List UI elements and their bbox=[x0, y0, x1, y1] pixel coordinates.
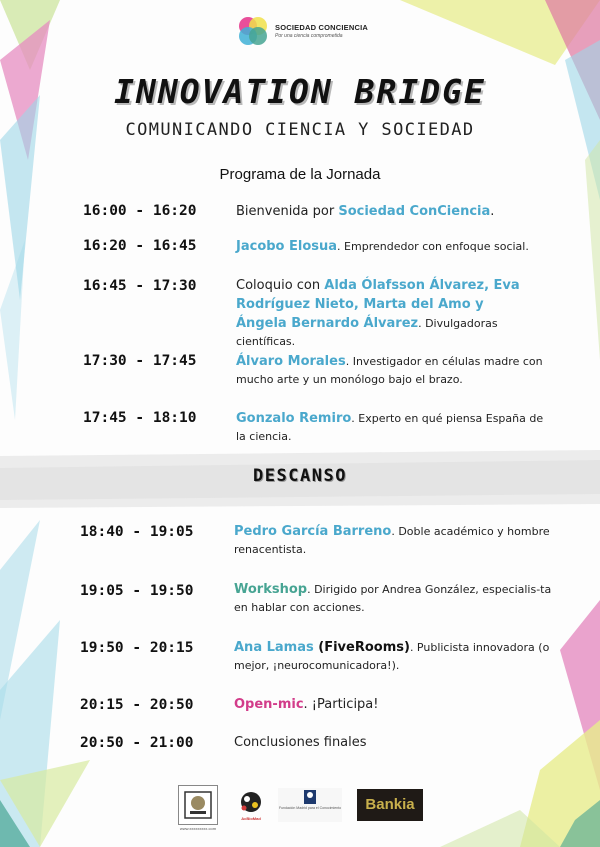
org-name: SOCIEDAD CONCIENCIA bbox=[275, 23, 368, 32]
schedule-description: Pedro García Barreno. Doble académico y hombre renacentista. bbox=[234, 524, 550, 556]
schedule-time: 20:50 - 21:00 bbox=[80, 735, 194, 751]
sponsor-3-icon bbox=[278, 788, 342, 806]
sponsor-logo-3: Fundación Madrid para el Conocimiento bbox=[278, 788, 342, 822]
schedule-description: Coloquio con Alda Ólafsson Álvarez, Eva Rodríguez Nieto, Marta del Amo y Ángela Bernardo Álvarez. Divulgadoras científicas. bbox=[236, 278, 520, 348]
schedule-description: Open-mic. ¡Participa! bbox=[234, 697, 379, 712]
org-logo-icon bbox=[236, 14, 270, 48]
sponsor-2-icon bbox=[236, 790, 266, 816]
schedule-time: 16:45 - 17:30 bbox=[83, 278, 197, 294]
schedule-description: Workshop. Dirigido por Andrea González, especialis-ta en hablar con acciones. bbox=[234, 582, 552, 614]
schedule-time: 17:45 - 18:10 bbox=[83, 410, 197, 426]
schedule-description: Ana Lamas (FiveRooms). Publicista innovadora (o mejor, ¡neurocomunicadora!). bbox=[234, 640, 550, 672]
sponsor-1-icon bbox=[179, 786, 217, 824]
break-label: DESCANSO bbox=[253, 466, 347, 486]
sponsor-logo-1: www.xxxxxxxxx.com bbox=[178, 785, 218, 825]
event-title: INNOVATION BRIDGE bbox=[114, 72, 486, 111]
org-tagline: Por una ciencia comprometida bbox=[275, 33, 343, 39]
schedule-time: 19:05 - 19:50 bbox=[80, 583, 194, 599]
schedule-description: Bienvenida por Sociedad ConCiencia. bbox=[236, 204, 495, 219]
program-heading: Programa de la Jornada bbox=[219, 166, 381, 183]
organization-logo bbox=[236, 14, 386, 48]
schedule-description: Gonzalo Remiro. Experto en qué piensa España de la ciencia. bbox=[236, 411, 544, 443]
schedule-time: 18:40 - 19:05 bbox=[80, 524, 194, 540]
sponsor-logo-bankia: Bankia bbox=[357, 789, 423, 821]
event-subtitle: COMUNICANDO CIENCIA Y SOCIEDAD bbox=[125, 120, 475, 140]
sponsor-logo-2: AcBioMad bbox=[236, 790, 266, 824]
schedule-time: 20:15 - 20:50 bbox=[80, 697, 194, 713]
schedule-time: 17:30 - 17:45 bbox=[83, 353, 197, 369]
schedule-time: 16:20 - 16:45 bbox=[83, 238, 197, 254]
schedule-time: 16:00 - 16:20 bbox=[83, 203, 197, 219]
schedule-description: Álvaro Morales. Investigador en células madre con mucho arte y un monólogo bajo el brazo. bbox=[236, 354, 543, 386]
schedule-description: Jacobo Elosua. Emprendedor con enfoque social. bbox=[236, 239, 529, 254]
schedule-time: 19:50 - 20:15 bbox=[80, 640, 194, 656]
schedule-description: Conclusiones finales bbox=[234, 735, 367, 750]
